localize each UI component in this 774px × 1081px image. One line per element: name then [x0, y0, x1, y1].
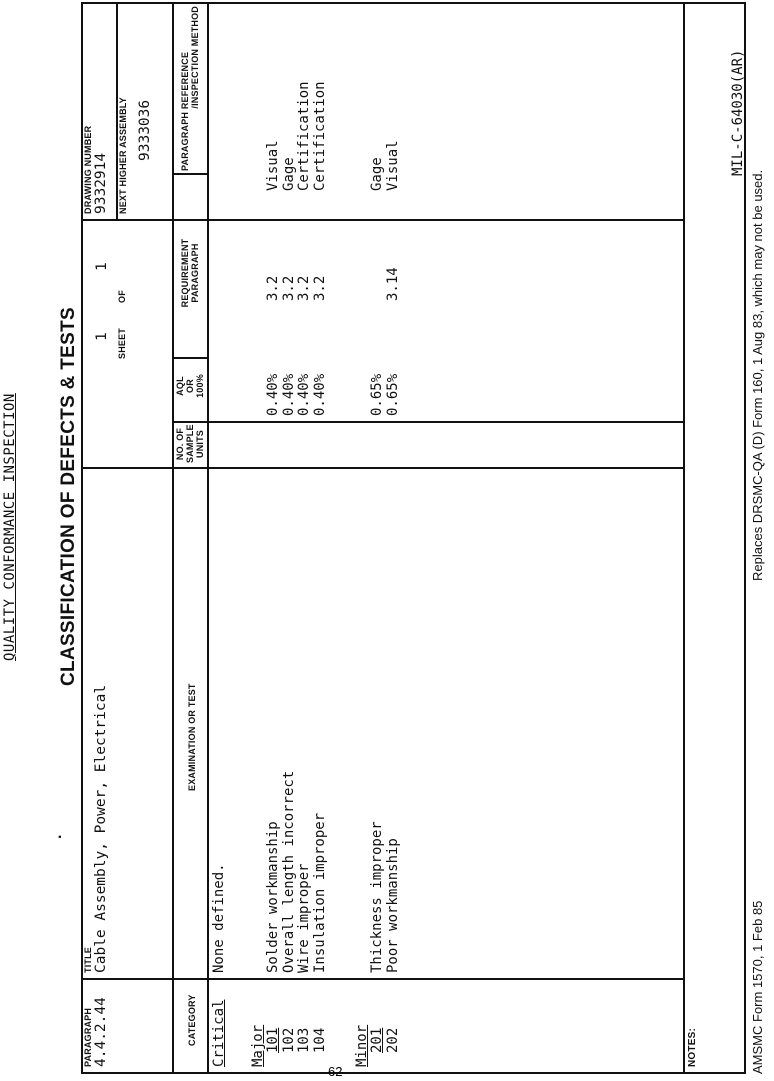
table-row-aql: 0.40% [265, 373, 281, 416]
paragraph-value: 4.4.2.44 [93, 997, 109, 1067]
major-exams [266, 771, 328, 973]
next-assembly-label: NEXT HIGHER ASSEMBLY [118, 97, 128, 214]
table-row-code: 201 [369, 1027, 385, 1053]
table-row-exam: Overall length incorrect [280, 770, 297, 973]
drawing-value: 9332914 [93, 152, 109, 214]
minor-label: Minor [354, 1024, 370, 1067]
table-row-exam: Poor workmanship [384, 838, 401, 973]
aql-col-header: AQL OR 100% [175, 374, 205, 398]
minor-aql [370, 374, 401, 416]
col-aql-end [172, 358, 208, 360]
major-method [266, 81, 328, 191]
divider-notes [683, 4, 685, 1072]
major-req [266, 276, 328, 301]
paragraph-label: PARAGRAPH [83, 1007, 93, 1067]
table-row-exam: Solder workmanship [265, 821, 281, 973]
table-row-aql: 0.40% [280, 373, 297, 416]
footer-form-id: AMSMC Form 1570, 1 Feb 85 [750, 900, 765, 1074]
requirement-col-header: REQUIREMENT PARAGRAPH [180, 238, 200, 308]
table-row-req: 3.2 [265, 275, 281, 301]
col-sample-end [172, 422, 683, 424]
table-row-method: Gage [369, 157, 385, 191]
table-row-aql: 0.65% [384, 373, 401, 416]
minor-codes [370, 1028, 401, 1053]
table-row-code: 103 [296, 1027, 312, 1053]
dot-mark: . [48, 834, 65, 839]
table-row-method: Certification [311, 81, 328, 191]
sheet-value: 1 [94, 332, 110, 341]
table-row-method: Visual [384, 140, 401, 191]
table-row-req [370, 267, 386, 301]
table-row-method: Gage [280, 157, 297, 191]
table-row-req: 3.2 [296, 275, 312, 301]
table-row-exam: Wire improper [296, 863, 312, 973]
page-number: 62 [328, 1064, 343, 1079]
critical-text: None defined. [211, 863, 227, 973]
spec-number: MIL-C-64030(AR) [730, 49, 746, 176]
sample-col-header: NO. OF SAMPLE UNITS [175, 424, 205, 463]
page-heading: QUALITY CONFORMANCE INSPECTION [2, 393, 18, 661]
table-row-req: 3.2 [311, 275, 328, 301]
table-row-req: 3.14 [384, 267, 401, 301]
drawing-label: DRAWING NUMBER [83, 125, 93, 214]
table-row-code: 101 [265, 1027, 281, 1053]
table-row-method: Visual [265, 140, 281, 191]
of-value: 1 [94, 262, 110, 271]
table-row-method: Certification [296, 81, 312, 191]
table-row-code: 104 [311, 1027, 328, 1053]
title-value: Cable Assembly, Power, Electrical [93, 684, 109, 973]
category-col-header: CATEGORY [187, 994, 197, 1046]
major-label: Major [250, 1024, 266, 1067]
col-title-end [81, 468, 683, 470]
table-row-aql: 0.40% [311, 373, 328, 416]
next-assembly-value: 9333036 [137, 99, 153, 161]
col-ref-start [172, 174, 208, 176]
minor-req [370, 267, 401, 301]
sheet-label: SHEET [117, 327, 127, 359]
table-row-code: 102 [280, 1027, 297, 1053]
col-category-end [81, 979, 683, 981]
notes-label: NOTES: [687, 1028, 698, 1067]
table-row-exam: Thickness improper [369, 821, 385, 973]
reference-col-header: PARAGRAPH REFERENCE /INSPECTION METHOD [180, 6, 200, 171]
form-title: CLASSIFICATION OF DEFECTS & TESTS [58, 307, 79, 686]
table-row-aql: 0.40% [296, 373, 312, 416]
major-codes [266, 1028, 328, 1053]
title-label: TITLE [83, 947, 93, 973]
minor-exams [370, 821, 401, 973]
divider-after-header [172, 4, 174, 1072]
minor-method [370, 140, 401, 191]
of-label: OF [117, 290, 127, 303]
table-row-req: 3.2 [280, 275, 297, 301]
col-req-end [81, 220, 683, 222]
major-aql [266, 374, 328, 416]
critical-label: Critical [211, 999, 227, 1067]
table-row-exam: Insulation improper [311, 812, 328, 973]
table-row-aql: 0.65% [369, 373, 385, 416]
exam-col-header: EXAMINATION OR TEST [187, 683, 197, 791]
table-row-code: 202 [384, 1027, 401, 1053]
footer-replaces-note: Replaces DRSMC-QA (D) Form 160, 1 Aug 83, which may not be used. [750, 169, 765, 581]
divider-after-columns [207, 4, 209, 1072]
